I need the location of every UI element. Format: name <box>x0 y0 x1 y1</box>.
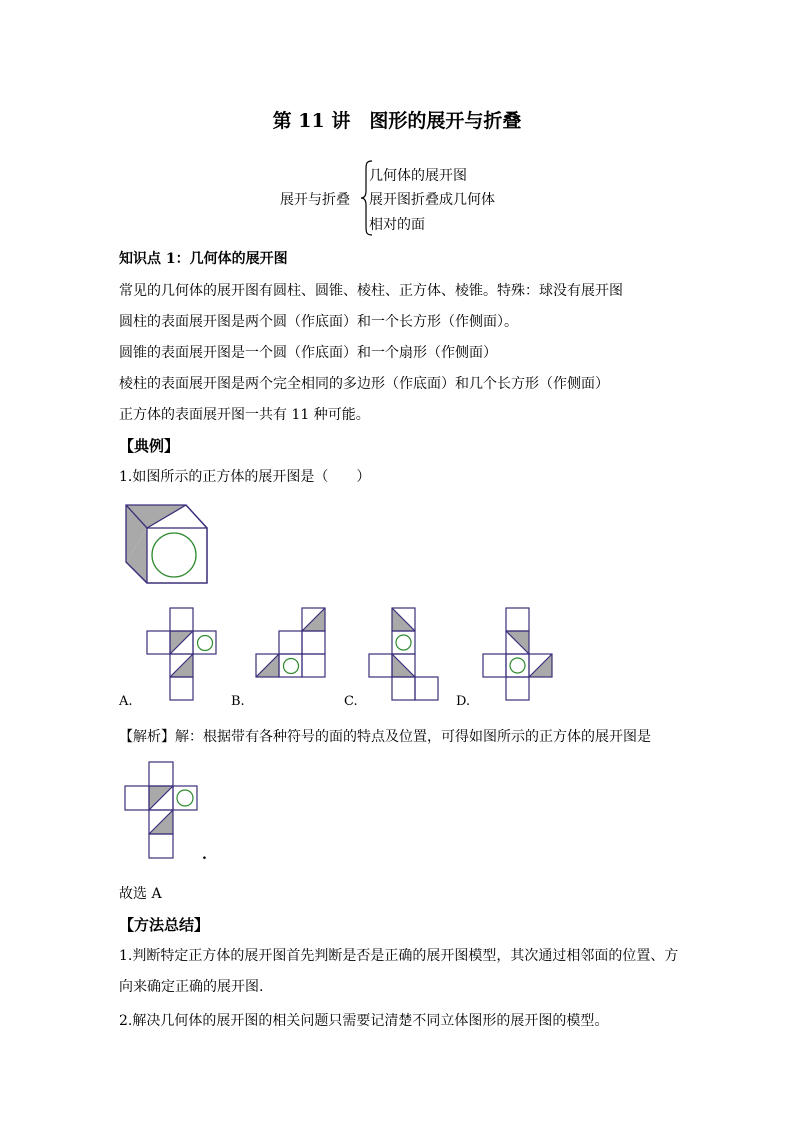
example-heading: 【典例】 <box>119 437 180 455</box>
analysis-text: 【解析】解：根据带有各种符号的面的特点及位置，可得如图所示的正方体的展开图是 <box>119 729 651 745</box>
cube-figure <box>121 501 209 585</box>
option-c-net <box>367 607 441 703</box>
option-a-label: A. <box>119 694 133 709</box>
question-text: 1.如图所示的正方体的展开图是（ ） <box>119 469 371 485</box>
outline-root: 展开与折叠 <box>280 192 350 208</box>
method-line: 1.判断特定正方体的展开图首先判断是否是正确的展开图模型，其次通过相邻面的位置、方 <box>119 948 679 964</box>
knowledge-line: 正方体的表面展开图一共有 11 种可能。 <box>119 407 370 423</box>
method-line: 2.解决几何体的展开图的相关问题只需要记清楚不同立体图形的展开图的模型。 <box>119 1013 609 1029</box>
option-c-label: C. <box>344 694 358 709</box>
answer-net <box>122 760 200 860</box>
knowledge-line: 棱柱的表面展开图是两个完全相同的多边形（作底面）和几个长方形（作侧面） <box>119 376 609 392</box>
option-a-net <box>145 607 219 701</box>
method-line: 向来确定正确的展开图. <box>119 979 264 995</box>
knowledge-line: 圆锥的表面展开图是一个圆（作底面）和一个扇形（作侧面） <box>119 345 497 361</box>
outline-item-3: 相对的面 <box>369 217 425 233</box>
option-d-net <box>481 607 555 703</box>
outline-item-2: 展开图折叠成几何体 <box>369 192 495 208</box>
answer-period: . <box>202 847 207 863</box>
method-heading: 【方法总结】 <box>119 916 210 934</box>
knowledge-line: 圆柱的表面展开图是两个圆（作底面）和一个长方形（作侧面）。 <box>119 314 518 330</box>
option-b-label: B. <box>231 694 245 709</box>
conclusion-text: 故选 A <box>119 886 162 902</box>
option-b-net <box>254 607 328 681</box>
section-heading: 知识点 1：几何体的展开图 <box>119 251 288 267</box>
knowledge-line: 常见的几何体的展开图有圆柱、圆锥、棱柱、正方体、棱锥。特殊：球没有展开图 <box>119 283 623 299</box>
option-d-label: D. <box>456 694 471 709</box>
outline-item-1: 几何体的展开图 <box>369 168 467 184</box>
page-title: 第 11 讲 图形的展开与折叠 <box>272 110 522 132</box>
